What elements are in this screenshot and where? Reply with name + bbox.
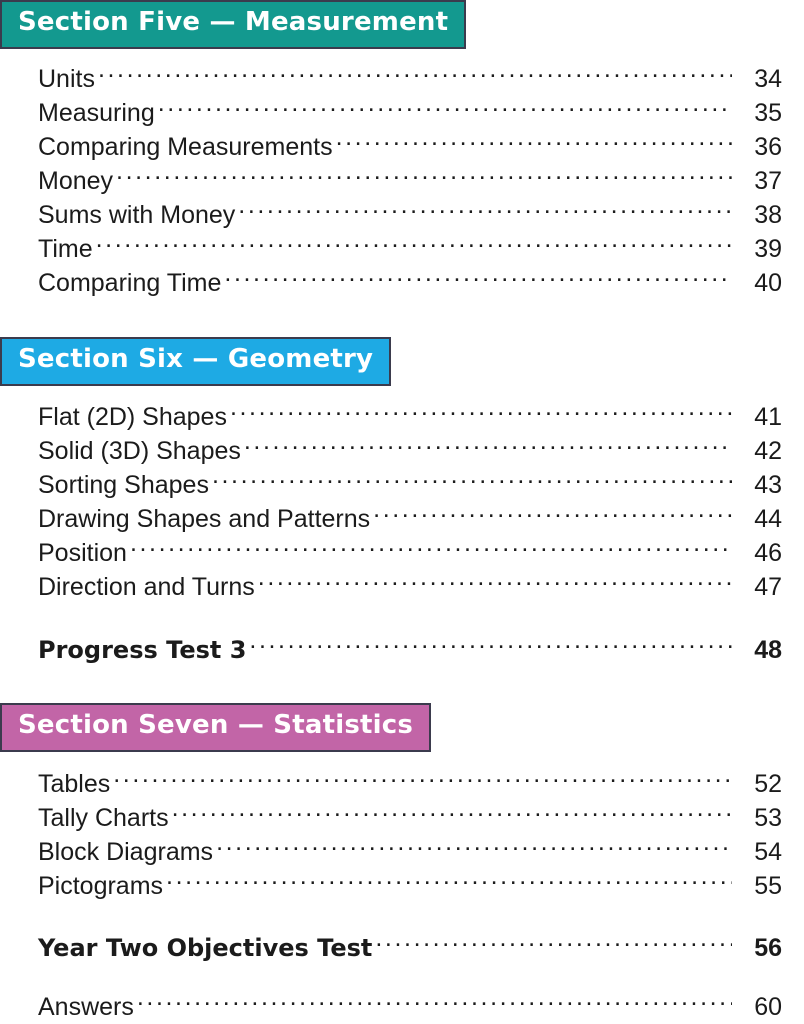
toc-entry-page: 35 <box>754 98 782 127</box>
toc-entry-label: Progress Test 3 <box>38 635 247 664</box>
toc-entry-page: 55 <box>754 871 782 900</box>
toc-entry-drawing-shapes-and-patterns[interactable] <box>38 502 782 536</box>
section-six-title: Section Six — Geometry <box>18 343 374 374</box>
toc-entry-sorting-shapes[interactable] <box>38 468 782 502</box>
toc-entry-units[interactable] <box>38 62 782 96</box>
toc-entry-label: Sums with Money <box>38 200 236 229</box>
section-six-entry-list <box>0 400 804 604</box>
section-six-header-bar <box>0 337 391 386</box>
toc-entry-label: Pictograms <box>38 871 164 900</box>
toc-entry-page: 34 <box>754 64 782 93</box>
section-five-title: Section Five — Measurement <box>18 7 449 37</box>
toc-entry-label: Year Two Objectives Test <box>38 933 373 962</box>
toc-entry-page: 36 <box>754 132 782 161</box>
toc-entry-label: Direction and Turns <box>38 572 255 601</box>
dot-leader <box>373 502 732 527</box>
dot-leader <box>113 767 732 792</box>
toc-entry-progress-test-3[interactable] <box>38 633 782 667</box>
toc-entry-label: Money <box>38 166 114 195</box>
dot-leader <box>116 164 732 189</box>
section-five-entry-list <box>0 62 804 300</box>
section-seven-title: Section Seven — Statistics <box>18 709 414 740</box>
dot-leader <box>98 62 732 87</box>
dot-leader <box>166 869 732 894</box>
toc-entry-comparing-time[interactable] <box>38 266 782 300</box>
progress-test-3-row-wrap <box>0 633 804 667</box>
dot-leader <box>244 434 732 459</box>
toc-entry-page: 60 <box>754 992 782 1021</box>
toc-entry-page: 52 <box>754 769 782 798</box>
toc-entry-page: 48 <box>754 635 782 664</box>
toc-entry-page: 47 <box>754 572 782 601</box>
dot-leader <box>137 990 732 1015</box>
toc-entry-direction-and-turns[interactable] <box>38 570 782 604</box>
section-six-header-wrap <box>0 337 804 386</box>
toc-entry-label: Drawing Shapes and Patterns <box>38 504 371 533</box>
dot-leader <box>230 400 732 425</box>
dot-leader <box>336 130 732 155</box>
toc-entry-tally-charts[interactable] <box>38 801 782 835</box>
toc-entry-page: 53 <box>754 803 782 832</box>
toc-entry-page: 43 <box>754 470 782 499</box>
toc-entry-label: Time <box>38 234 93 263</box>
toc-entry-label: Tally Charts <box>38 803 169 832</box>
toc-entry-page: 46 <box>754 538 782 567</box>
toc-entry-flat-2d-shapes[interactable] <box>38 400 782 434</box>
toc-entry-block-diagrams[interactable] <box>38 835 782 869</box>
dot-leader <box>249 633 732 658</box>
section-seven-header-wrap <box>0 703 804 752</box>
dot-leader <box>224 266 732 291</box>
dot-leader <box>212 468 732 493</box>
toc-entry-page: 40 <box>754 268 782 297</box>
toc-entry-sums-with-money[interactable] <box>38 198 782 232</box>
toc-entry-page: 39 <box>754 234 782 263</box>
toc-entry-label: Solid (3D) Shapes <box>38 436 241 465</box>
dot-leader <box>375 931 732 956</box>
toc-entry-label: Units <box>38 64 95 93</box>
toc-entry-time[interactable] <box>38 232 782 266</box>
toc-entry-page: 54 <box>754 837 782 866</box>
toc-entry-money[interactable] <box>38 164 782 198</box>
toc-entry-label: Comparing Time <box>38 268 222 297</box>
toc-entry-page: 37 <box>754 166 782 195</box>
toc-entry-page: 56 <box>754 933 782 962</box>
toc-entry-position[interactable] <box>38 536 782 570</box>
dot-leader <box>216 835 732 860</box>
toc-entry-page: 41 <box>754 402 782 431</box>
toc-entry-label: Measuring <box>38 98 155 127</box>
dot-leader <box>258 570 732 595</box>
dot-leader <box>158 96 732 121</box>
toc-entry-label: Block Diagrams <box>38 837 214 866</box>
toc-entry-label: Comparing Measurements <box>38 132 333 161</box>
toc-entry-label: Answers <box>38 992 134 1021</box>
dot-leader <box>130 536 732 561</box>
toc-entry-answers[interactable] <box>38 990 782 1024</box>
toc-entry-label: Tables <box>38 769 111 798</box>
toc-entry-tables[interactable] <box>38 767 782 801</box>
section-five-header-bar <box>0 0 466 49</box>
toc-entry-label: Position <box>38 538 127 567</box>
dot-leader <box>238 198 732 223</box>
toc-entry-label: Sorting Shapes <box>38 470 209 499</box>
section-seven-entry-list <box>0 767 804 903</box>
section-five-header-wrap <box>0 0 804 49</box>
dot-leader <box>96 232 732 257</box>
toc-entry-solid-3d-shapes[interactable] <box>38 434 782 468</box>
dot-leader <box>172 801 732 826</box>
toc-entry-comparing-measurements[interactable] <box>38 130 782 164</box>
toc-entry-measuring[interactable] <box>38 96 782 130</box>
section-seven-header-bar <box>0 703 431 752</box>
toc-entry-page: 44 <box>754 504 782 533</box>
toc-entry-page: 42 <box>754 436 782 465</box>
toc-entry-page: 38 <box>754 200 782 229</box>
toc-entry-pictograms[interactable] <box>38 869 782 903</box>
toc-entry-label: Flat (2D) Shapes <box>38 402 227 431</box>
answers-row-wrap <box>0 990 804 1024</box>
